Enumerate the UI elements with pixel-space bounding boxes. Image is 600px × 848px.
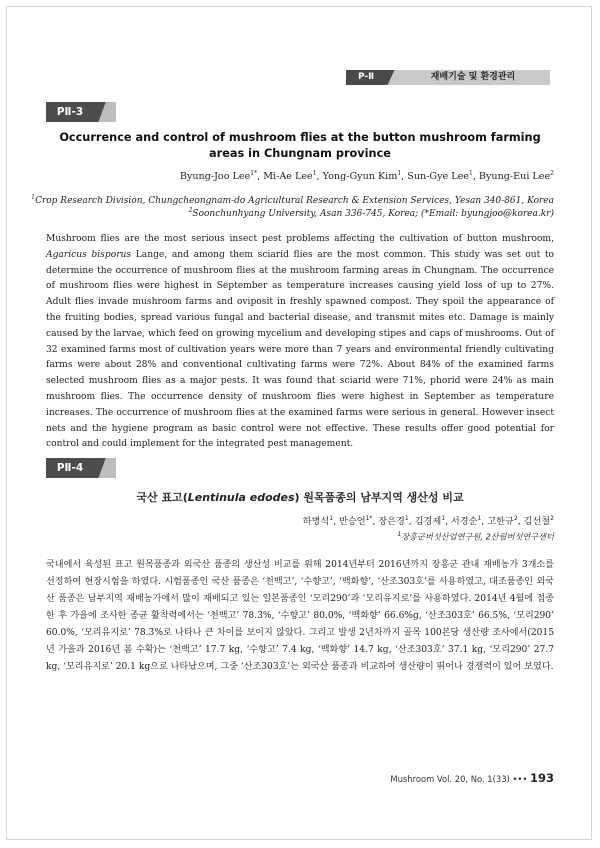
article2-affiliation	[397, 531, 554, 543]
footer-dots: •••	[512, 774, 528, 784]
article2-authors: 하병석$^1$, 반승언$^{1*}$, 장은경$^1$, 김경제$^1$, 서경순$^1$, 고한규$^2$, 김선철$^2$	[302, 514, 554, 527]
article2-badge	[46, 458, 116, 478]
section-code: P-Ⅱ	[346, 70, 386, 85]
article1-title: Occurrence and control of mushroom flies at the button mushroom farming areas in Chungnam province	[59, 131, 541, 160]
tab-separator	[386, 70, 396, 85]
author-mark: 2	[513, 514, 518, 522]
affil-text: 장흥군버섯산업연구원, 2산림버섯연구센터	[401, 531, 554, 542]
badge-tail	[94, 458, 116, 478]
author: Yong-Gyun Kim	[322, 171, 398, 183]
title-tail: ) 원목품종의 남부지역 생산성 비교	[294, 491, 464, 504]
badge-tail	[94, 102, 116, 122]
author: 하병석	[302, 516, 330, 527]
article2-code: PⅡ-4	[46, 458, 94, 478]
section-header-tab	[346, 70, 550, 85]
abstract-lead: Mushroom flies are the most serious insect pest problems affecting the cultivation of button mushroom,	[46, 234, 554, 244]
author-mark: 1	[312, 170, 317, 177]
affil-mark: 1	[31, 194, 36, 201]
author: Mi-Ae Lee	[263, 171, 313, 183]
page-footer	[390, 771, 554, 785]
article1-code: PⅡ-3	[46, 102, 94, 122]
page-number: 193	[529, 771, 554, 785]
affil-text: Soonchunhyang University, Asan 336-745, Korea; (*Email: byungjoo@korea.kr)	[192, 209, 554, 219]
author-mark: 1*	[250, 170, 258, 177]
author-mark: 1	[441, 514, 446, 522]
author: Byung-Joo Lee	[179, 171, 251, 183]
author-mark: 1	[329, 514, 334, 522]
section-name: 재배기술 및 환경관리	[396, 70, 550, 85]
author-mark: 1	[468, 170, 473, 177]
author: 반승언	[338, 516, 366, 527]
author: Sun-Gye Lee	[407, 171, 469, 183]
author-mark: 1	[404, 514, 409, 522]
article2-abstract: 국내에서 육성된 표고 원목품종과 외국산 품종의 생산성 비교를 위해 2014년부터 2016년까지 장흥군 관내 재배농가 3개소를 선정하여 현장시험을 하였다. 시험품종인 국산 품종은 ‘천백고’, ‘수향고’, ‘백화향’, ‘산조303호’를 사용하였고, 대조품종인 외국산 품종은 남부지역 재배농가에서 많이 재배되고 있는 일본품종인 ‘모리290’과 ‘모리유지로’를 사용하였다. 2014년 4월에 접종한 후 가을에 조사한 종균 활착력에서는 ‘천백고’ 78.3%, ‘수향고’ 80.0%, ‘백화향’ 66.6%g, ‘산조303호’ 66.5%, ‘모리290’ 60.0%, ‘모리유지로’ 78.3%로 나타나 큰 차이를 보이지 않았다. 그리고 발생 2년차까지 골목 100본당 생산량 조사에서(2015년 가을과 2016년 봄 수확)는 ‘천백고’ 17.7 kg, ‘수향고’ 7.4 kg, ‘백화향’ 14.7 kg, ‘산조303호’ 37.1 kg, ‘모리290’ 27.7 kg, ‘모리유지로’ 20.1 kg으로 나타났으며, 그중 ‘산조303호’는 외국산 품종과 비교하여 생산량이 뛰어나 경쟁력이 있어 보였다.	[46, 560, 554, 672]
author-mark: 1*	[365, 514, 373, 522]
author-mark: 2	[550, 514, 554, 522]
species-name: Agaricus bisporus	[46, 249, 132, 260]
article1-authors: Byung-Joo Lee$^{1*}$, Mi-Ae Lee$^1$, Yong-Gyun Kim$^1$, Sun-Gye Lee$^1$, Byung-Eui Lee$^2$	[179, 170, 554, 183]
author: 장은경	[378, 516, 405, 527]
author: 김선철	[523, 516, 551, 527]
journal-name: Mushroom Vol. 20, No. 1(33)	[390, 774, 510, 784]
author: Byung-Eui Lee	[478, 171, 551, 183]
author-mark: 2	[550, 170, 554, 177]
author: 김경제	[414, 516, 442, 527]
affil-text: Crop Research Division, Chungcheongnam-do Agricultural Research & Extension Services, Yesan 340-861, Korea	[35, 196, 554, 206]
author: 서경순	[450, 516, 478, 527]
article1-abstract	[46, 232, 554, 453]
article2-title	[46, 489, 554, 505]
species-name: Lentinula edodes	[187, 491, 295, 504]
article1-affiliation-2	[189, 205, 554, 220]
affil-mark: 1	[397, 531, 402, 538]
author: 고한규	[487, 516, 514, 527]
affil-mark: 2	[188, 207, 193, 214]
author-mark: 1	[397, 170, 402, 177]
article1-badge	[46, 102, 116, 122]
title-lead: 국산 표고(	[136, 491, 188, 504]
abstract-rest: Lange, and among them sciarid flies are the most common. This study was set out to determine the occurrence of mushroom flies at the mushroom farming areas in Chungnam. The occurrence of mushroom flies were highest in September as temperature increases causing yield loss of up to 27%. Adult flies invade mushroom farms and oviposit in freshly spawned compost. They spoil the appearance of the fruiting bodies, spread various fungal and bacterial disease, and transmit mites etc. Damage is mainly caused by the larvae, which feed on growing mycelium and developing stipes and caps of mushrooms. Out of 32 examined farms most of cultivation years were more than 7 years and environmental friendly cultivating farms were about 28% and conventional cultivating farms were 72%. About 84% of the examined farms selected mushroom flies as a major pests. It was found that sciarid were 71%, phorid were 24% as main mushroom flies. The occurrence density of mushroom flies were highest in September as temperature increases. The occurrence of mushroom flies at the examined farms were serious in general. However insect nets and the hygiene program as basic control were not effective. These results offer good potential for control and could implement for the integrated pest management.	[46, 249, 555, 450]
author-mark: 1	[477, 514, 482, 522]
